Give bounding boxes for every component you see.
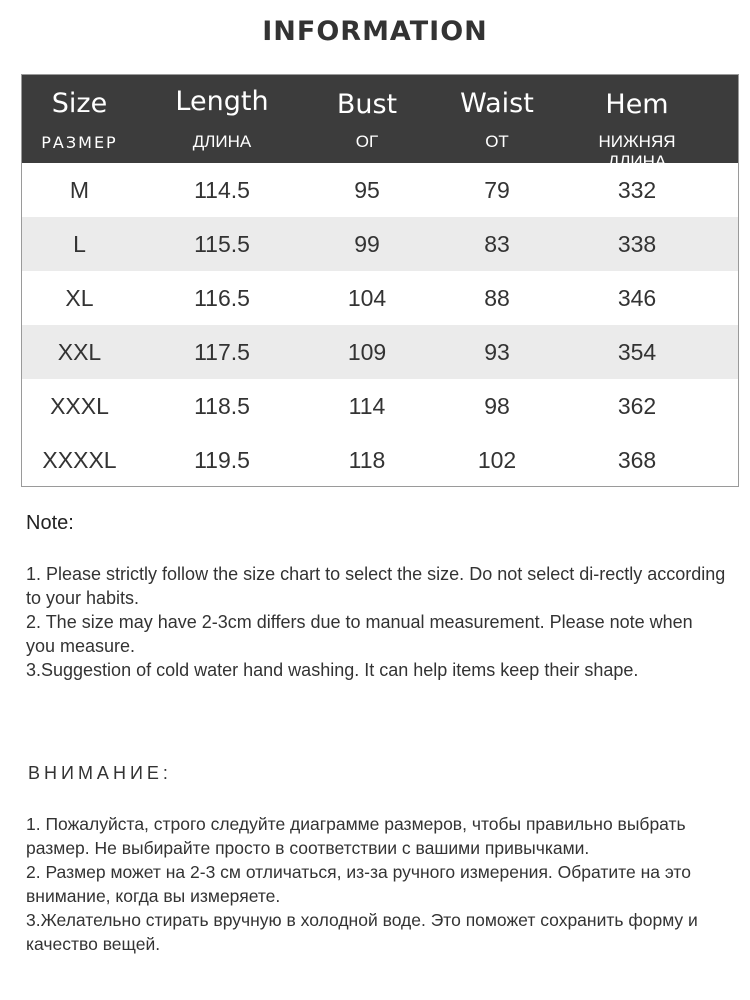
cell-length: 119.5	[194, 447, 250, 473]
header-main: Size	[51, 88, 108, 119]
cell-size: XXXL	[50, 393, 109, 419]
header-sub: НИЖНЯЯ ДЛИНА	[598, 132, 676, 171]
note-ru-item: 3.Желательно стирать вручную в холодной воде. Это поможет сохранить форму и качество вещей.	[26, 910, 698, 954]
cell-bust: 99	[354, 231, 380, 257]
cell-waist: 79	[484, 177, 510, 203]
note-item: 3.Suggestion of cold water hand washing. It can help items keep their shape.	[26, 660, 639, 680]
table-row	[22, 217, 738, 271]
note-heading: Note:	[26, 512, 74, 534]
cell-waist: 88	[484, 285, 510, 311]
cell-length: 118.5	[194, 393, 250, 419]
header-bust	[307, 75, 427, 163]
cell-hem: 338	[617, 231, 657, 257]
note-list	[26, 562, 726, 682]
table-row	[22, 271, 738, 325]
cell-waist: 98	[484, 393, 510, 419]
cell-hem: 368	[617, 447, 657, 473]
cell-hem: 354	[617, 339, 657, 365]
cell-bust: 104	[347, 285, 387, 311]
header-sub: ДЛИНА	[192, 132, 252, 151]
cell-bust: 95	[354, 177, 380, 203]
cell-bust: 118	[348, 447, 386, 473]
header-sub: ОТ	[485, 132, 509, 151]
table-row	[22, 163, 738, 217]
cell-length: 117.5	[194, 339, 250, 365]
table-header	[22, 75, 738, 171]
note-ru-item: 1. Пожалуйста, строго следуйте диаграмме размеров, чтобы правильно выбрать размер. Не выбирайте просто в соответствии с вашими привычками.	[26, 814, 686, 858]
header-main: Bust	[336, 89, 398, 120]
header-hem	[567, 75, 707, 171]
table-row	[22, 433, 738, 487]
note-item: 1. Please strictly follow the size chart to select the size. Do not select di-rectly according to your habits.	[26, 564, 726, 608]
cell-size: XXXXL	[42, 447, 117, 473]
header-sub: РАЗМЕР	[41, 133, 118, 152]
table-row	[22, 325, 738, 379]
size-table	[21, 74, 739, 487]
cell-size: L	[73, 231, 86, 257]
note-ru-list	[26, 812, 736, 956]
cell-length: 116.5	[194, 285, 250, 311]
cell-bust: 114	[348, 393, 386, 419]
cell-length: 115.5	[194, 231, 250, 257]
header-length	[137, 75, 307, 163]
header-sub: ОГ	[355, 132, 379, 151]
cell-length: 114.5	[194, 177, 250, 203]
cell-waist: 102	[477, 447, 517, 473]
note-ru-heading: ВНИМАНИЕ:	[28, 763, 172, 783]
cell-size: M	[69, 177, 90, 203]
note-ru-item: 2. Размер может на 2-3 см отличаться, из-за ручного измерения. Обратите на это внимание, когда вы измеряете.	[26, 862, 691, 906]
table-row	[22, 379, 738, 433]
header-waist	[427, 75, 567, 163]
cell-size: XXL	[57, 339, 102, 365]
header-main: Waist	[460, 88, 534, 119]
header-size	[22, 75, 137, 163]
cell-hem: 332	[617, 177, 657, 203]
cell-hem: 346	[617, 285, 657, 311]
header-main: Hem	[605, 89, 669, 120]
page-title: INFORMATION	[262, 16, 488, 47]
note-item: 2. The size may have 2-3cm differs due to manual measurement. Please note when you measure.	[26, 612, 693, 656]
cell-bust: 109	[347, 339, 387, 365]
cell-hem: 362	[617, 393, 657, 419]
cell-size: XL	[65, 285, 94, 311]
cell-waist: 83	[484, 231, 510, 257]
cell-waist: 93	[484, 339, 510, 365]
header-main: Length	[175, 86, 269, 117]
